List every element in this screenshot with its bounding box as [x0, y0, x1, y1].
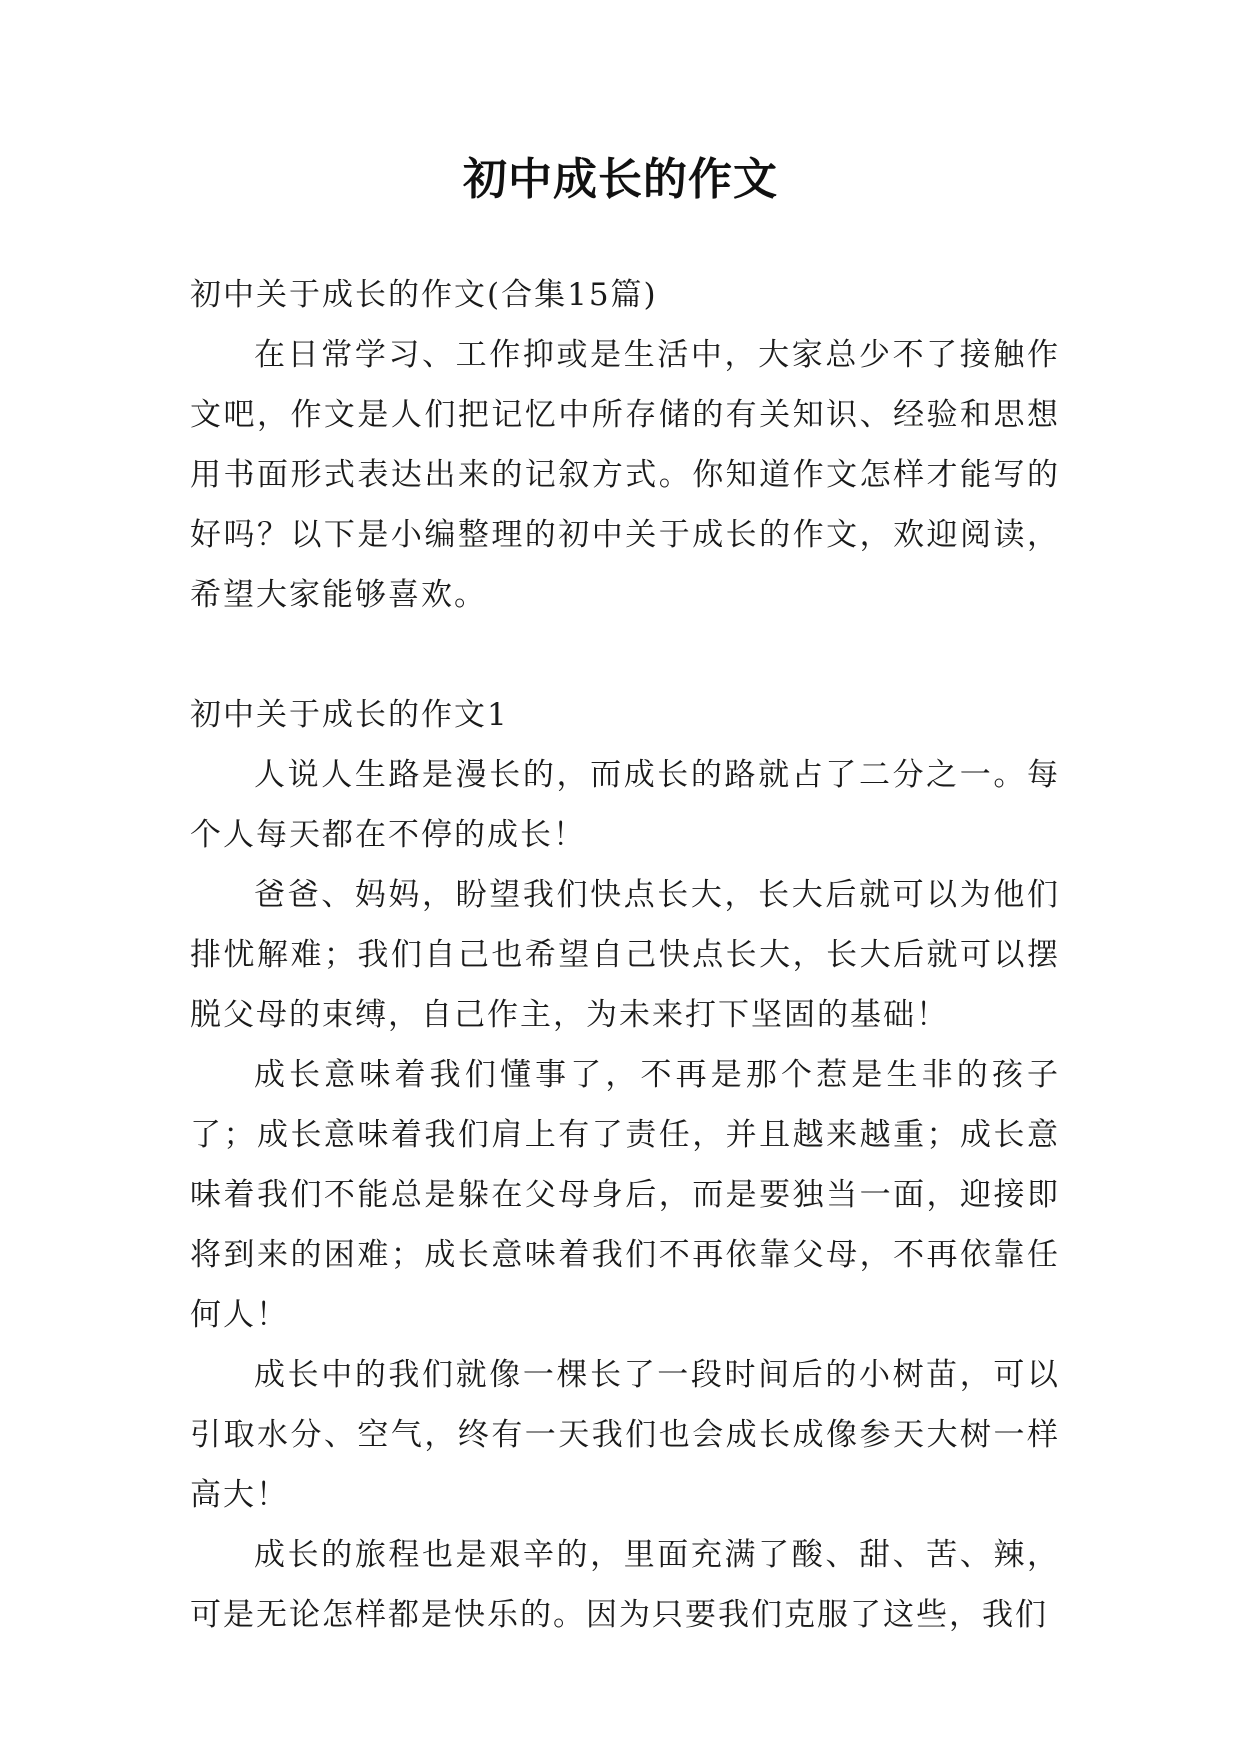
document-title: 初中成长的作文	[463, 154, 778, 205]
essay-paragraph: 爸爸、妈妈，盼望我们快点长大，长大后就可以为他们排忧解难；我们自己也希望自己快点长大，长大后就可以摆脱父母的束缚，自己作主，为未来打下坚固的基础！	[190, 877, 1060, 1033]
document-body	[190, 265, 1060, 1645]
essay-paragraph: 成长的旅程也是艰辛的，里面充满了酸、甜、苦、辣，可是无论怎样都是快乐的。因为只要我们克服了这些，我们	[190, 1537, 1060, 1633]
essay-paragraph: 人说人生路是漫长的，而成长的路就占了二分之一。每个人每天都在不停的成长！	[190, 757, 1060, 853]
essay-paragraph: 成长意味着我们懂事了，不再是那个惹是生非的孩子了；成长意味着我们肩上有了责任，并且越来越重；成长意味着我们不能总是躲在父母身后，而是要独当一面，迎接即将到来的困难；成长意味着我们不再依靠父母，不再依靠任何人！	[190, 1057, 1060, 1333]
essay-paragraph: 成长中的我们就像一棵长了一段时间后的小树苗，可以引取水分、空气，终有一天我们也会成长成像参天大树一样高大！	[190, 1357, 1060, 1513]
collection-heading: 初中关于成长的作文(合集15篇)	[190, 277, 658, 313]
section-spacer	[190, 625, 1060, 685]
intro-paragraph: 在日常学习、工作抑或是生活中，大家总少不了接触作文吧，作文是人们把记忆中所存储的有关知识、经验和思想用书面形式表达出来的记叙方式。你知道作文怎样才能写的好吗？以下是小编整理的初中关于成长的作文，欢迎阅读，希望大家能够喜欢。	[190, 337, 1060, 613]
essay-heading: 初中关于成长的作文1	[190, 697, 509, 733]
